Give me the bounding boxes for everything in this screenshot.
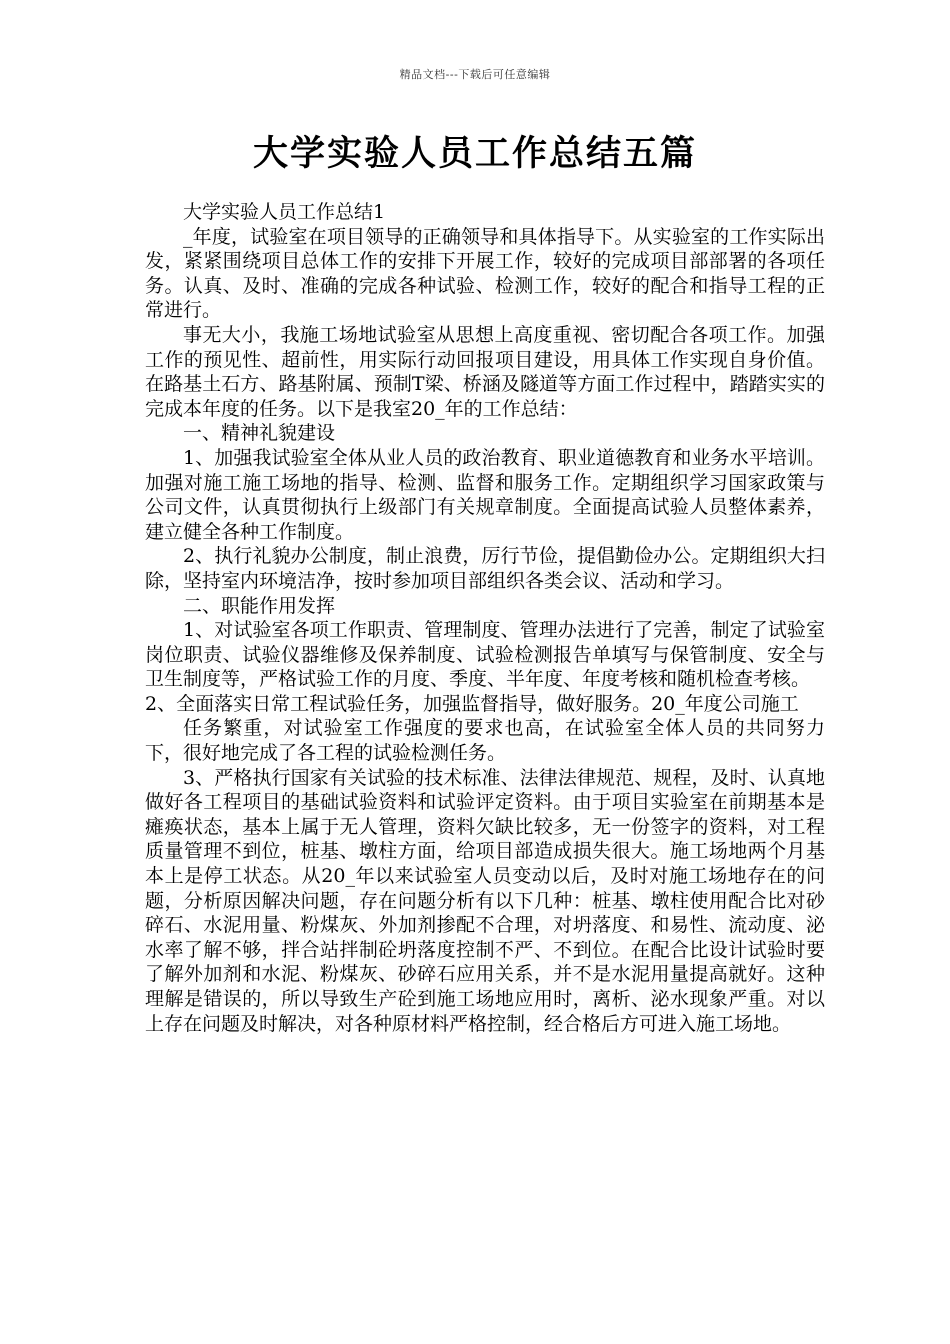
document-body xyxy=(145,200,825,1036)
paragraph: 事无大小，我施工场地试验室从思想上高度重视、密切配合各项工作。加强工作的预见性、超前性，用实际行动回报项目建设，用具体工作实现自身价值。在路基土石方、路基附属、预制T梁、桥涵及隧道等方面工作过程中，踏踏实实的完成本年度的任务。以下是我室20_年的工作总结： xyxy=(145,323,825,420)
document-title: 大学实验人员工作总结五篇 xyxy=(252,134,697,174)
section-heading-1: 大学实验人员工作总结1 xyxy=(183,201,386,223)
paragraph: 2、执行礼貌办公制度，制止浪费，厉行节俭，提倡勤俭办公。定期组织大扫除，坚持室内环境洁净，按时参加项目部组织各类会议、活动和学习。 xyxy=(145,545,825,592)
paragraph: 2、全面落实日常工程试验任务，加强监督指导，做好服务。20_年度公司施工 xyxy=(145,692,799,715)
section-heading: 二、职能作用发挥 xyxy=(183,594,336,617)
paragraph: 1、加强我试验室全体从业人员的政治教育、职业道德教育和业务水平培训。加强对施工施工场地的指导、检测、监督和服务工作。定期组织学习国家政策与公司文件，认真贯彻执行上级部门有关规章制度。全面提高试验人员整体素养，建立健全各种工作制度。 xyxy=(145,446,825,543)
header-note: 精品文档---下载后可任意编辑 xyxy=(399,68,551,81)
paragraph: 任务繁重，对试验室工作强度的要求也高，在试验室全体人员的共同努力下，很好地完成了各工程的试验检测任务。 xyxy=(145,717,825,765)
section-heading: 一、精神礼貌建设 xyxy=(183,422,336,445)
paragraph: 1、对试验室各项工作职责、管理制度、管理办法进行了完善，制定了试验室岗位职责、试验仪器维修及保养制度、试验检测报告单填写与保管制度、安全与卫生制度等，严格试验工作的月度、季度、半年度、年度考核和随机检查考核。 xyxy=(145,619,825,691)
paragraph: _年度，试验室在项目领导的正确领导和具体指导下。从实验室的工作实际出发，紧紧围绕项目总体工作的安排下开展工作，较好的完成项目部部署的各项任务。认真、及时、准确的完成各种试验、检测工作，较好的配合和指导工程的正常进行。 xyxy=(145,225,825,322)
paragraph: 3、严格执行国家有关试验的技术标准、法律法律规范、规程，及时、认真地做好各工程项目的基础试验资料和试验评定资料。由于项目实验室在前期基本是瘫痪状态，基本上属于无人管理，资料欠缺比较多，无一份签字的资料，对工程质量管理不到位，桩基、墩柱方面，给项目部造成损失很大。施工场地两个月基本上是停工状态。从20_年以来试验室人员变动以后，及时对施工场地存在的问题，分析原因解决问题，存在问题分析有以下几种：桩基、墩柱使用配合比对砂碎石、水泥用量、粉煤灰、外加剂掺配不合理，对坍落度、和易性、流动度、泌水率了解不够，拌合站拌制砼坍落度控制不严、不到位。在配合比设计试验时要了解外加剂和水泥、粉煤灰、砂碎石应用关系，并不是水泥用量提高就好。这种理解是错误的，所以导致生产砼到施工场地应用时，离析、泌水现象严重。对以上存在问题及时解决，对各种原材料严格控制，经合格后方可进入施工场地。 xyxy=(145,766,825,1035)
